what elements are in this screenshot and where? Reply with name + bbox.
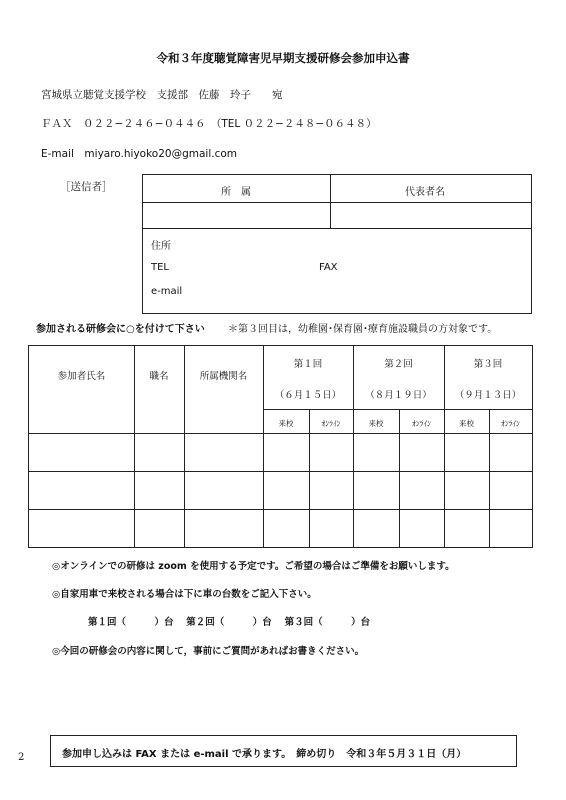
sender-fax-label: FAX [319,262,338,273]
addressee: 宮城県立聴覚支援学校 支援部 佐藤 玲子 宛 [41,89,283,101]
email-line: E-mail miyaro.hiyoko20@gmail.com [41,148,238,160]
sender-label: ［送信者］ [60,181,113,193]
sender-email-label: e-mail [151,286,183,297]
session-3-online: ｵﾝﾗｲﾝ [501,419,520,428]
sender-col-divider [330,175,331,228]
col-participant-name: 参加者氏名 [57,371,106,382]
session-1-onsite: 来校 [278,419,294,428]
session-instruction-note: ＊第３回目は，幼稚園･保育園･療育施設職員の方対象です。 [228,324,498,335]
session-1-online: ｵﾝﾗｲﾝ [321,419,341,428]
session-1-label: 第１回 [293,359,323,370]
table-row-line [29,433,532,434]
session-2-onsite: 来校 [368,419,384,428]
table-col-line [309,409,310,547]
form-title: 令和３年度聴覚障害児早期支援研修会参加申込書 [156,51,410,65]
table-col-line [444,346,445,547]
sender-tel-label: TEL [151,262,169,273]
session-2-date: （８月１９日） [365,390,432,401]
table-col-line [263,346,264,547]
session-3-onsite: 来校 [459,419,474,428]
table-col-line [489,409,490,547]
footer-deadline: 参加申し込みは FAX または e-mail で承ります。 締め切り 令和３年５月３１日（月） [62,749,467,760]
note-question: ◎今回の研修会の内容に関して，事前にご質問があればお書きください。 [52,646,365,657]
table-row-line [29,471,532,472]
session-3-label: 第３回 [473,359,503,370]
sender-box [142,174,532,314]
session-2-label: 第２回 [384,359,413,370]
page-number: 2 [18,752,25,763]
note-car: ◎自家用車で来校される場合は下に車の台数をご記入下さい。 [52,589,317,600]
sender-header-divider [143,202,531,203]
sender-address-label: 住所 [151,241,171,252]
table-row-line [263,409,532,410]
session-3-date: （９月１３日） [454,390,522,401]
participant-table [28,345,533,548]
fax-line: ＦＡＸ ０２２−２４６−０４４６ （TEL ０２２−２４８−０６４８） [41,118,377,130]
car-count-fields: 第１回（ ）台 第２回（ ）台 第３回（ ）台 [88,617,371,628]
sender-col-representative: 代表者名 [405,187,445,198]
table-col-line [353,346,354,547]
session-instruction: 参加される研修会に○を付けて下さい [36,324,205,335]
col-job-title: 職名 [149,371,169,382]
session-1-date: （６月１５日） [274,390,342,401]
session-2-online: ｵﾝﾗｲﾝ [412,419,431,428]
sender-row-divider [143,228,531,229]
note-zoom: ◎オンラインでの研修は zoom を使用する予定です。ご希望の場合はご準備をお願いします。 [52,561,455,572]
table-col-line [399,409,400,547]
table-row-line [29,509,532,510]
sender-col-affiliation: 所 属 [221,187,251,198]
col-organization: 所属機関名 [199,371,248,382]
